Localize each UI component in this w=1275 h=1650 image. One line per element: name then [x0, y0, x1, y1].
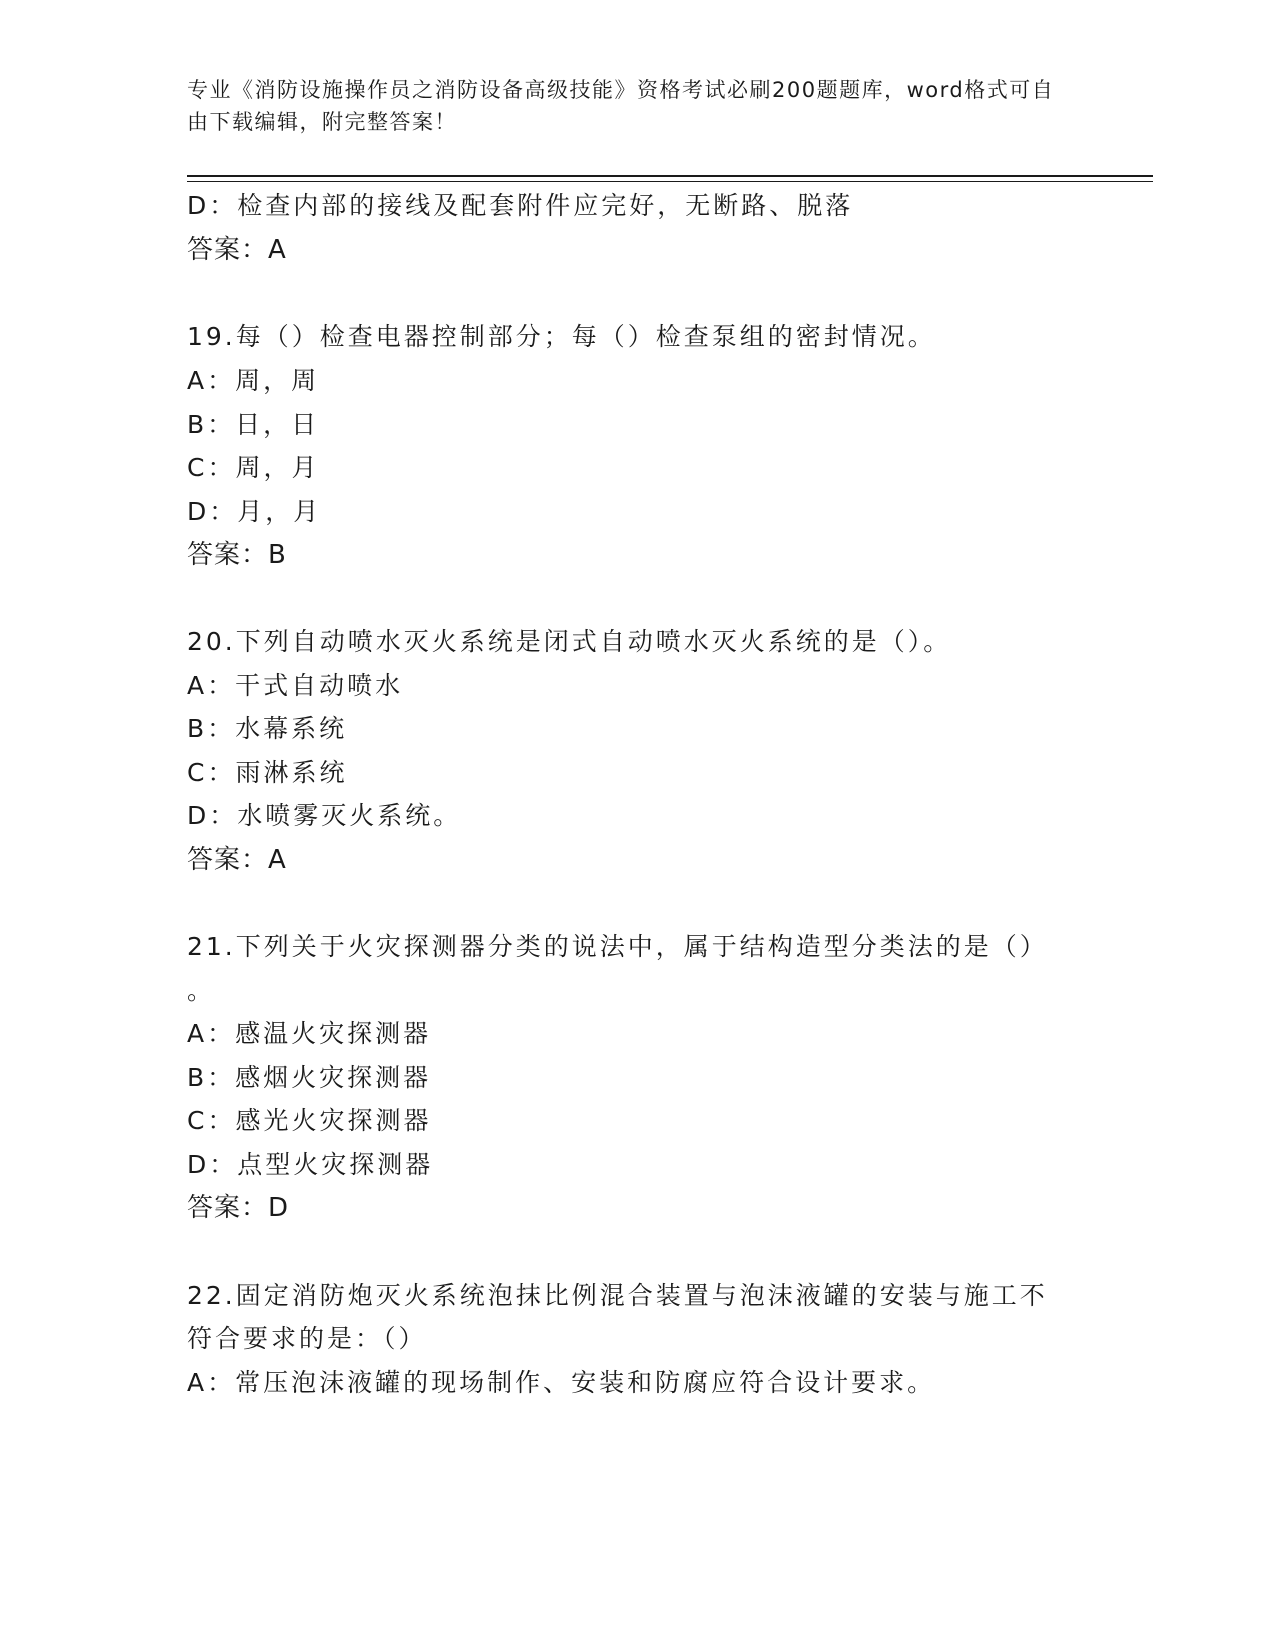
- header-divider-thin: [187, 181, 1153, 182]
- q19-stem: 19.每（）检查电器控制部分；每（）检查泵组的密封情况。: [187, 322, 936, 351]
- q22-stem-line1: 22.固定消防炮灭火系统泡抹比例混合装置与泡沫液罐的安装与施工不: [187, 1281, 1048, 1310]
- q19-answer: 答案：B: [187, 540, 287, 570]
- q21-option-b: B：感烟火灾探测器: [187, 1063, 432, 1092]
- q20-answer: 答案：A: [187, 845, 287, 875]
- q20-option-b: B：水幕系统: [187, 714, 348, 743]
- q22-stem-line2: 符合要求的是：（）: [187, 1324, 427, 1353]
- q21-answer: 答案：D: [187, 1193, 290, 1223]
- q22-option-a: A：常压泡沫液罐的现场制作、安装和防腐应符合设计要求。: [187, 1368, 936, 1397]
- q20-option-d: D：水喷雾灭火系统。: [187, 801, 462, 830]
- header-divider-thick: [187, 175, 1153, 177]
- q19-option-c: C：周，月: [187, 453, 320, 482]
- q19-option-b: B：日，日: [187, 410, 320, 439]
- q19-option-d: D：月，月: [187, 497, 322, 526]
- q20-option-a: A：干式自动喷水: [187, 671, 404, 700]
- q21-option-c: C：感光火灾探测器: [187, 1106, 432, 1135]
- q21-stem-line2: 。: [187, 976, 216, 1005]
- q21-option-d: D：点型火灾探测器: [187, 1150, 434, 1179]
- q18-answer: 答案：A: [187, 235, 287, 265]
- q20-stem: 20.下列自动喷水灭火系统是闭式自动喷水灭火系统的是（）。: [187, 627, 952, 656]
- q19-option-a: A：周，周: [187, 366, 320, 395]
- q20-option-c: C：雨淋系统: [187, 758, 348, 787]
- q21-option-a: A：感温火灾探测器: [187, 1019, 432, 1048]
- document-header: 专业《消防设施操作员之消防设备高级技能》资格考试必刷200题题库，word格式可自由下载编辑，附完整答案！: [187, 78, 1055, 134]
- q21-stem-line1: 21.下列关于火灾探测器分类的说法中，属于结构造型分类法的是（）: [187, 932, 1048, 961]
- q18-option-d: D：检查内部的接线及配套附件应完好，无断路、脱落: [187, 191, 854, 220]
